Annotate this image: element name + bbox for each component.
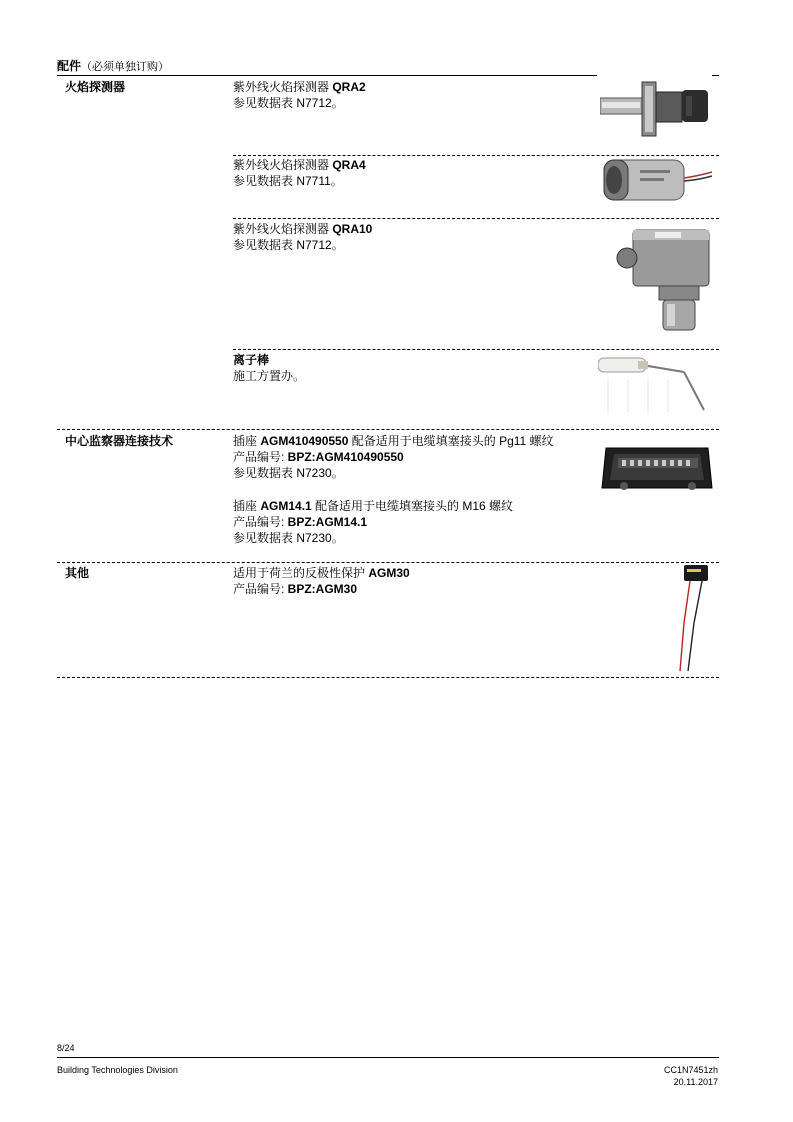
divider-end [57, 677, 719, 678]
agm410490550-socket-image [600, 440, 714, 500]
category-connection-technology: 中心监察器连接技术 [65, 434, 174, 448]
item-ion-rod: 离子棒 施工方置办。 [233, 353, 306, 383]
item-qra10: 紫外线火焰探测器 QRA10 参见数据表 N7712。 [233, 222, 373, 252]
ion-rod-image [598, 350, 712, 416]
category-other: 其他 [65, 566, 90, 580]
item-agm410490550: 插座 AGM410490550 配备适用于电缆填塞接头的 Pg11 螺纹 产品编号: BPZ:AGM410490550 参见数据表 N7230。 [233, 434, 554, 480]
top-rule-right [712, 75, 719, 76]
footer-doc-id: CC1N7451zh [663, 1065, 718, 1075]
heading-title: 配件 [57, 59, 82, 73]
divider-other [57, 562, 719, 563]
qra4-product-image [600, 156, 713, 204]
footer-date: 20.11.2017 [673, 1077, 718, 1087]
item-qra2: 紫外线火焰探测器 QRA2 参见数据表 N7712。 [233, 80, 366, 110]
heading-note: （必须单独订购） [81, 60, 170, 73]
top-rule [57, 75, 597, 76]
item-qra4: 紫外线火焰探测器 QRA4 参见数据表 N7711。 [233, 158, 366, 188]
agm30-device-image [676, 563, 716, 675]
page-number: 8/24 [57, 1043, 75, 1053]
qra10-product-image [615, 220, 713, 334]
page-heading [57, 57, 169, 74]
item-agm14-1: 插座 AGM14.1 配备适用于电缆填塞接头的 M16 螺纹 产品编号: BPZ:AGM14.1 参见数据表 N7230。 [233, 499, 514, 545]
footer-division: Building Technologies Division [57, 1065, 178, 1075]
divider-connect [57, 429, 719, 430]
divider-qra4 [233, 218, 719, 219]
item-agm30: 适用于荷兰的反极性保护 AGM30 产品编号: BPZ:AGM30 [233, 566, 410, 596]
footer-rule [57, 1057, 719, 1058]
category-flame-detector: 火焰探测器 [65, 80, 126, 94]
qra2-product-image [600, 78, 712, 140]
